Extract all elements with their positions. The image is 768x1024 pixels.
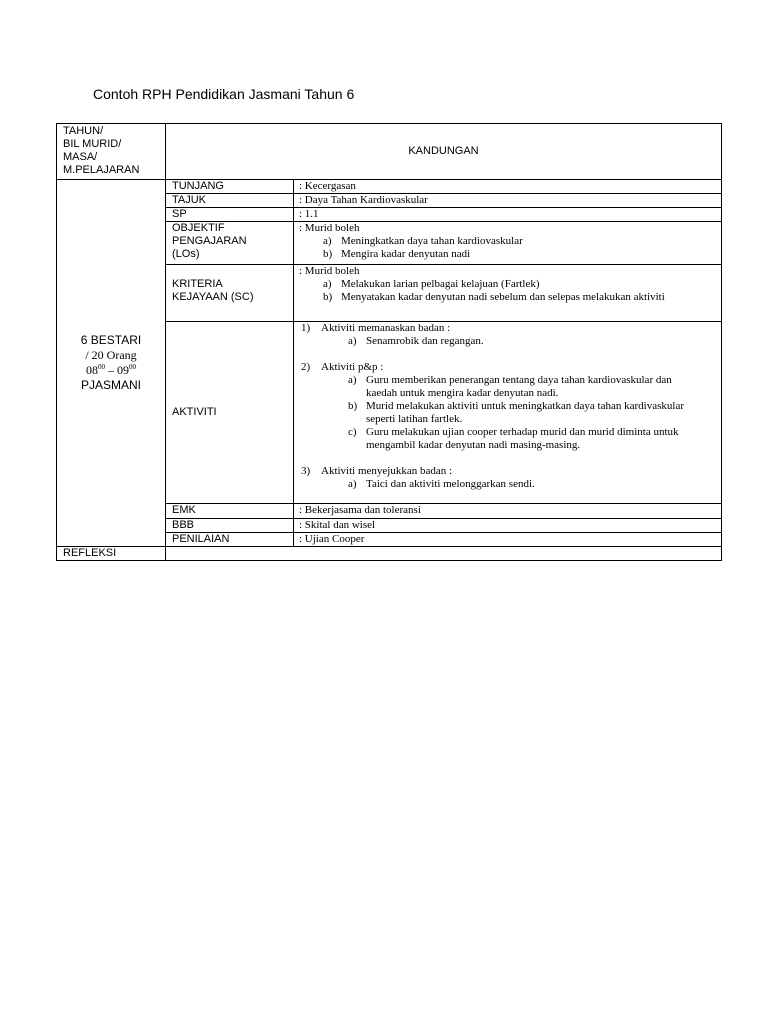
objektif-label: OBJEKTIF PENGAJARAN (LOs) (166, 222, 294, 265)
document-title: Contoh RPH Pendidikan Jasmani Tahun 6 (93, 86, 355, 102)
subject-name: PJASMANI (80, 378, 141, 392)
penilaian-value: : Ujian Cooper (294, 533, 722, 547)
kriteria-content (294, 265, 722, 322)
sp-label: SP (166, 208, 294, 222)
tajuk-value: : Daya Tahan Kardiovaskular (294, 194, 722, 208)
list-item: a) Taici dan aktiviti melonggarkan sendi. (348, 478, 535, 490)
header-kandungan: KANDUNGAN (408, 145, 479, 157)
lesson-plan-table (56, 123, 722, 561)
table-header-row (57, 124, 722, 180)
header-line-tahun: TAHUN/ (63, 125, 104, 137)
list-item: b) Murid melakukan aktiviti untuk meningkatkan daya tahan kardivaskular seperti latihan fartlek. (348, 400, 684, 425)
activity-group-2-title: 2) Aktiviti p&p : (301, 361, 384, 373)
objektif-content (294, 222, 722, 265)
list-item: a) Meningkatkan daya tahan kardiovaskular (323, 235, 523, 247)
emk-value: : Bekerjasama dan toleransi (294, 504, 722, 519)
row-tunjang (57, 180, 722, 194)
activity-group-3-title: 3) Aktiviti menyejukkan badan : (301, 465, 453, 477)
header-kandungan-cell (166, 124, 722, 180)
refleksi-value (166, 547, 722, 561)
student-count: / 20 Orang (85, 348, 137, 362)
list-item: b) Mengira kadar denyutan nadi (323, 248, 471, 260)
list-item: a) Senamrobik dan regangan. (348, 335, 484, 347)
tajuk-label: TAJUK (166, 194, 294, 208)
header-left-cell (57, 124, 166, 180)
refleksi-label: REFLEKSI (57, 547, 166, 561)
class-name: 6 BESTARI (80, 333, 142, 347)
kriteria-label: KRITERIA KEJAYAAN (SC) (166, 265, 294, 322)
class-info-cell (57, 180, 166, 547)
objektif-intro: : Murid boleh (299, 222, 360, 234)
penilaian-label: PENILAIAN (166, 533, 294, 547)
list-item: a) Melakukan larian pelbagai kelajuan (Fartlek) (323, 278, 540, 290)
sp-value: : 1.1 (294, 208, 722, 222)
header-line-masa: MASA/ (63, 151, 98, 163)
activity-group-1-title: 1) Aktiviti memanaskan badan : (301, 322, 451, 334)
bbb-value: : Skital dan wisel (294, 519, 722, 533)
emk-label: EMK (166, 504, 294, 519)
header-line-bil-murid: BIL MURID/ (63, 138, 122, 150)
list-item: a) Guru memberikan penerangan tentang daya tahan kardiovaskular dan kaedah untuk mengira kadar denyutan nadi. (348, 374, 672, 399)
aktiviti-content (294, 322, 722, 504)
kriteria-intro: : Murid boleh (299, 265, 360, 277)
aktiviti-label: AKTIVITI (166, 322, 294, 504)
header-line-mata-pelajaran: M.PELAJARAN (63, 164, 140, 176)
tunjang-label: TUNJANG (166, 180, 294, 194)
list-item: c) Guru melakukan ujian cooper terhadap murid dan murid diminta untuk mengambil kadar denyutan nadi masing-masing. (348, 426, 679, 451)
tunjang-value: : Kecergasan (294, 180, 722, 194)
list-item: b) Menyatakan kadar denyutan nadi sebelum dan selepas melakukan aktiviti (323, 291, 665, 303)
row-refleksi (57, 547, 722, 561)
bbb-label: BBB (166, 519, 294, 533)
lesson-time: $08^{00} - 09^{00}$ (86, 363, 136, 377)
